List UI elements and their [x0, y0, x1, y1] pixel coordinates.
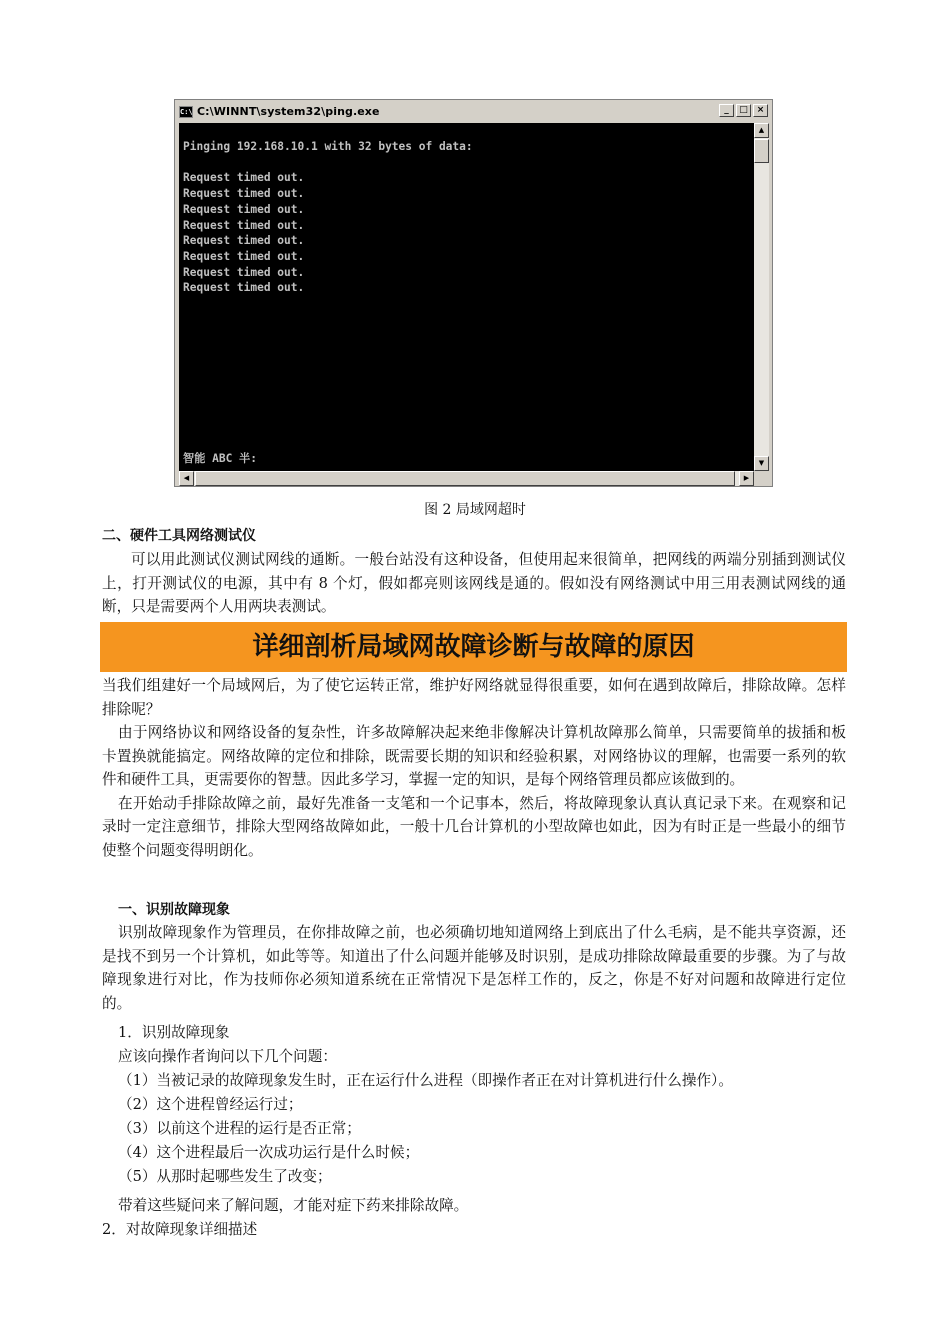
console-line: Request timed out. — [183, 249, 305, 263]
subheading-identify: 1．识别故障现象 — [118, 1024, 230, 1041]
question-intro: 应该向操作者询问以下几个问题： — [118, 1048, 337, 1065]
vertical-scrollbar[interactable] — [754, 123, 769, 471]
console-line: Request timed out. — [183, 202, 305, 216]
scroll-left-icon[interactable]: ◀ — [179, 471, 194, 486]
figure-caption: 图 2 局域网超时 — [424, 502, 526, 518]
console-line: Pinging 192.168.10.1 with 32 bytes of data: — [183, 140, 473, 153]
paragraph: 在开始动手排除故障之前，最好先准备一支笔和一个记事本，然后，将故障现象认真认真记录下来。在观察和记录时一定注意细节，排除大型网络故障如此，一般十几台计算机的小型故障也如此，因为有时正是一些最小的细节使整个问题变得明朗化。 — [102, 794, 846, 859]
paragraph: 可以用此测试仪测试网线的通断。一般台站没有这种设备，但使用起来很简单，把网线的两端分别插到测试仪上，打开测试仪的电源，其中有 8 个灯，假如都亮则该网线是通的。假如没有网络测试中用三用表测试网线的通断，只是需要两个人用两块表测试。 — [102, 551, 846, 615]
section-identify-body — [102, 921, 846, 1015]
list-item: （2）这个进程曾经运行过； — [118, 1096, 303, 1113]
hscroll-thumb[interactable] — [195, 471, 735, 486]
horizontal-scrollbar[interactable] — [179, 471, 754, 486]
console-line: Request timed out. — [183, 171, 305, 185]
paragraph: 识别故障现象作为管理员，在你排故障之前，也必须确切地知道网络上到底出了什么毛病，是不能共享资源，还是找不到另一个计算机，如此等等。知道出了什么问题并能够及时识别，是成功排除故障最重要的步骤。为了与故障现象进行对比，作为技师你必须知道系统在正常情况下是怎样工作的，反之，你是不好对问题和故障进行定位的。 — [102, 924, 846, 1012]
list-item: （4）这个进程最后一次成功运行是什么时候； — [118, 1144, 420, 1161]
section-heading-hardware: 二、硬件工具网络测试仪 — [102, 528, 256, 544]
closing-line: 带着这些疑问来了解问题，才能对症下药来排除故障。 — [118, 1197, 469, 1214]
list-item: （3）以前这个进程的运行是否正常； — [118, 1120, 361, 1137]
minimize-button[interactable]: _ — [719, 104, 734, 117]
subheading-describe: 2．对故障现象详细描述 — [102, 1221, 258, 1238]
console-line — [183, 155, 754, 171]
window-titlebar[interactable] — [177, 102, 770, 121]
window-title: C:\WINNT\system32\ping.exe — [197, 105, 380, 118]
console-line: Request timed out. — [183, 218, 305, 232]
size-grip — [754, 471, 769, 486]
section-heading-identify: 一、识别故障现象 — [118, 902, 230, 918]
ime-status-bar: 智能 ABC 半: — [183, 452, 257, 466]
scroll-down-icon[interactable]: ▼ — [754, 456, 769, 471]
list-item: （5）从那时起哪些发生了改变； — [118, 1168, 332, 1185]
scroll-thumb[interactable] — [754, 139, 769, 163]
console-app-icon[interactable]: C:\ — [180, 107, 193, 116]
console-line: Request timed out. — [183, 234, 305, 248]
list-item: （1）当被记录的故障现象发生时，正在运行什么进程（即操作者正在对计算机进行什么操作）。 — [118, 1072, 733, 1089]
section-hardware-paragraph — [102, 548, 846, 619]
close-button[interactable]: × — [753, 104, 768, 117]
console-window — [174, 99, 773, 487]
console-line: Request timed out. — [183, 265, 305, 279]
scroll-up-icon[interactable]: ▲ — [754, 123, 769, 138]
console-output[interactable] — [179, 123, 754, 471]
maximize-button[interactable]: □ — [736, 104, 751, 117]
console-line: Request timed out. — [183, 281, 305, 295]
console-line: Request timed out. — [183, 187, 305, 201]
paragraph: 当我们组建好一个局域网后，为了使它运转正常，维护好网络就显得很重要，如何在遇到故障后，排除故障。怎样排除呢？ — [102, 677, 846, 718]
scroll-right-icon[interactable]: ▶ — [739, 471, 754, 486]
paragraph: 由于网络协议和网络设备的复杂性，许多故障解决起来绝非像解决计算机故障那么简单，只需要简单的拔插和板卡置换就能搞定。网络故障的定位和排除，既需要长期的知识和经验积累，对网络协议的理解，也需要一系列的软件和硬件工具，更需要你的智慧。因此多学习，掌握一定的知识，是每个网络管理员都应该做到的。 — [102, 724, 846, 788]
article-body — [102, 674, 846, 862]
article-banner-title: 详细剖析局域网故障诊断与故障的原因 — [100, 622, 847, 672]
